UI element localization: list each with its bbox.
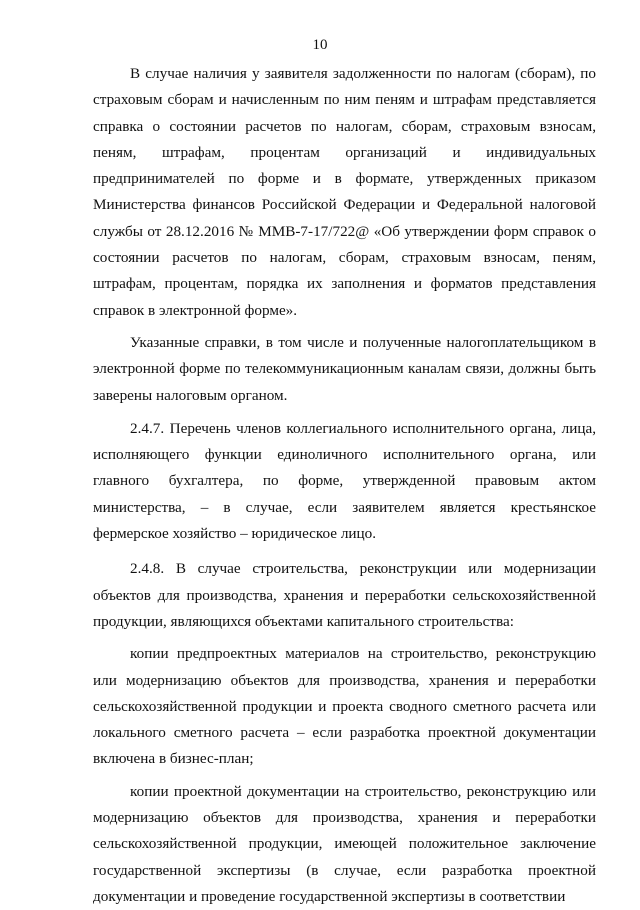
document-body bbox=[93, 61, 596, 910]
paragraph-certificate-verification: Указанные справки, в том числе и полученные налогоплательщиком в электронной форме по телекоммуникационным каналам связи, должны быть заверены налоговым органом. bbox=[93, 333, 596, 404]
paragraph-preproject-materials: копии предпроектных материалов на строительство, реконструкцию или модернизацию объектов для производства, хранения и переработки сельскохозяйственной продукции и проекта сводного сметного расчета или локального сметного расчета – если разработка проектной документации включена в бизнес-план; bbox=[93, 645, 596, 768]
paragraph-project-documentation: копии проектной документации на строительство, реконструкцию или модернизацию объектов для производства, хранения и переработки сельскохозяйственной продукции, имеющей положительное заключение государственной экспертизы (в случае, если разработка проектной документации и проведение государственной экспертизы в соответствии bbox=[93, 782, 596, 905]
paragraph-2-4-8: 2.4.8. В случае строительства, реконструкции или модернизации объектов для производства, хранения и переработки сельскохозяйственной продукции, являющихся объектами капитального строительства: bbox=[93, 560, 596, 630]
paragraph-2-4-7: 2.4.7. Перечень членов коллегиального исполнительного органа, лица, исполняющего функции единоличного исполнительного органа, или главного бухгалтера, по форме, утвержденной правовым актом министерства, – в случае, если заявителем является крестьянское фермерское хозяйство – юридическое лицо. bbox=[93, 419, 596, 543]
paragraph-tax-debt-certificate: В случае наличия у заявителя задолженности по налогам (сборам), по страховым сборам и начисленным по ним пеням и штрафам представляется справка о состоянии расчетов по налогам, сборам, страховым взносам, пеням, штрафам, процентам организаций и индивидуальных предпринимателей по форме и в формате, утвержденных приказом Министерства финансов Российской Федерации и Федеральной налоговой службы от 28.12.2016 № ММВ-7-17/722@ «Об утверждении форм справок о состоянии расчетов по налогам, сборам, страховым взносам, пеням, штрафам, процентам, порядка их заполнения и форматов представления справок в электронной форме». bbox=[93, 65, 596, 319]
page-number: 10 bbox=[312, 37, 328, 53]
